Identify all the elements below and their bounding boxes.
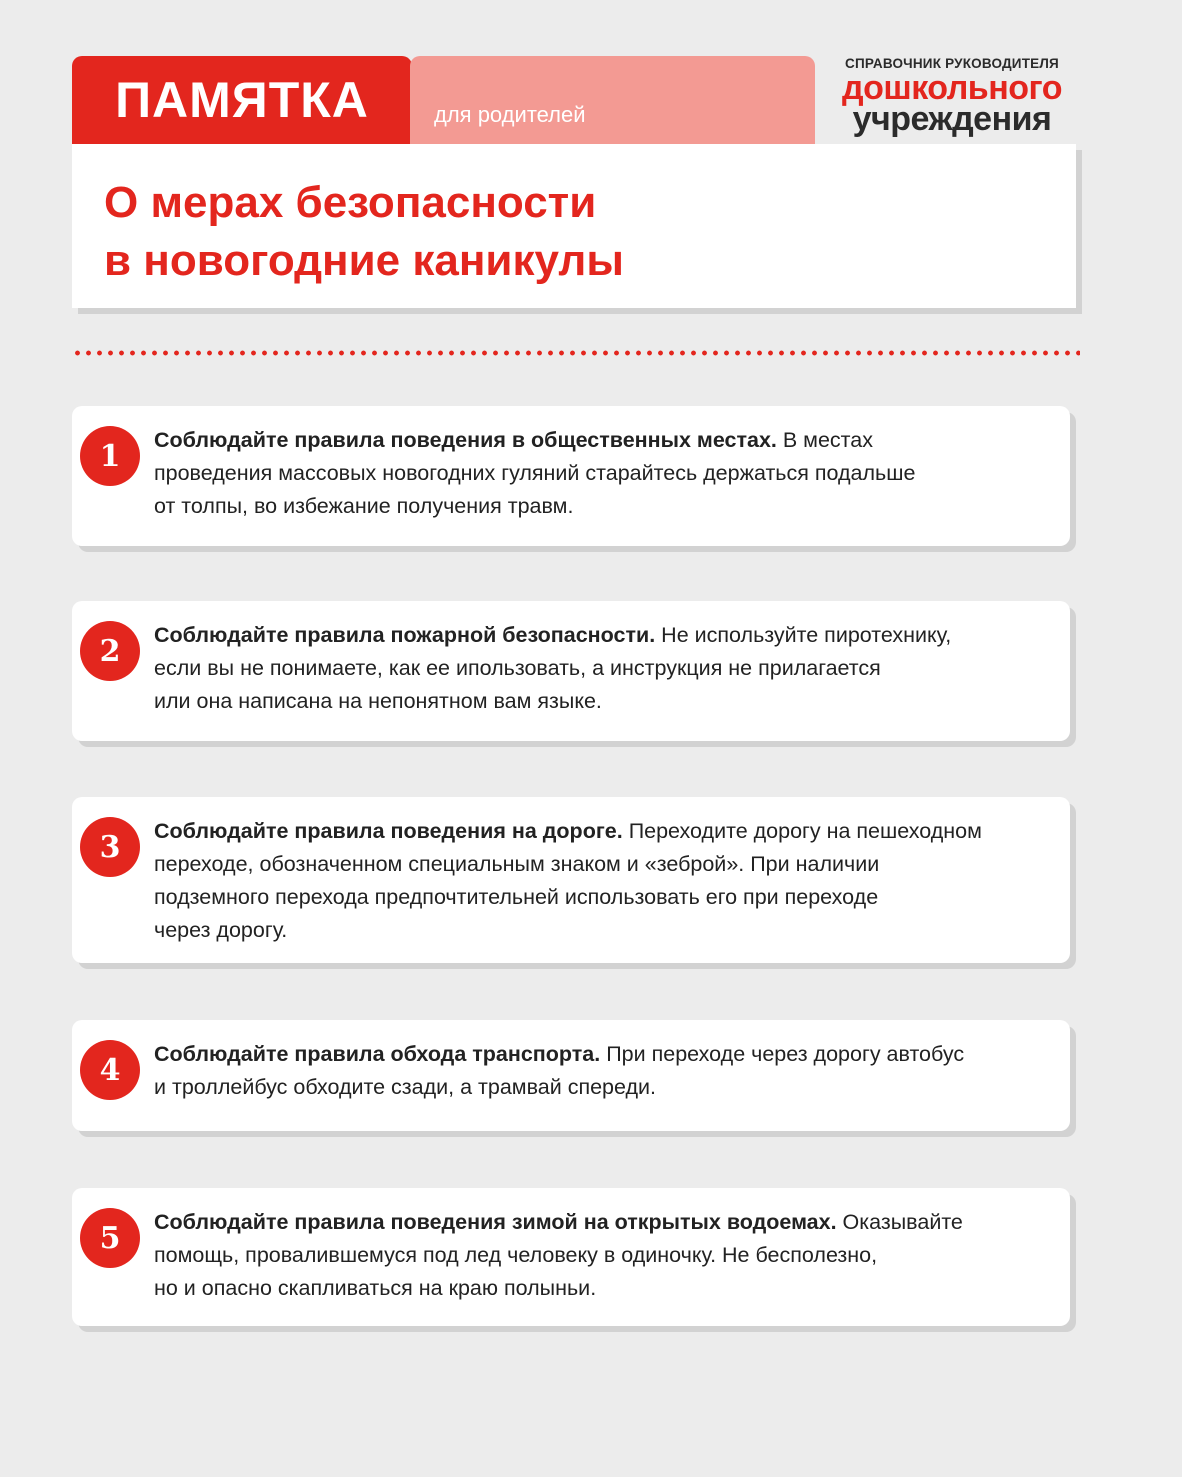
tip-text [154,1038,1050,1104]
tip-line: проведения массовых новогодних гуляний старайтесь держаться подальше [154,461,916,485]
tip-number-badge: 3 [80,817,140,877]
tip-number-badge: 5 [80,1208,140,1268]
tip-card-2 [72,601,1070,741]
tip-text [154,424,1050,523]
tip-heading: Соблюдайте правила поведения зимой на открытых водоемах. [154,1210,837,1234]
logo-line-3: учреждения [852,100,1052,138]
tip-line: через дорогу. [154,918,288,942]
tip-number-badge: 1 [80,426,140,486]
tip-body-start: Не используйте пиротехнику, [655,623,952,647]
audience-tab [410,56,815,144]
dotted-divider [72,350,1080,356]
tip-line: переходе, обозначенном специальным знаком и «зеброй». При наличии [154,852,880,876]
tip-body-start: В местах [776,428,873,452]
tip-number-badge: 4 [80,1040,140,1100]
tip-line: подземного перехода предпочтительней использовать его при переходе [154,885,879,909]
audience-label: для родителей [434,102,586,127]
tip-text [154,619,1050,718]
logo-line-1: СПРАВОЧНИК РУКОВОДИТЕЛЯ [845,56,1059,71]
title-line-2: в новогодние каникулы [104,236,624,285]
tip-line: если вы не понимаете, как ее ипользовать, а инструкция не прилагается [154,656,881,680]
tip-card-5 [72,1188,1070,1326]
tip-card-3 [72,797,1070,963]
tip-line: от толпы, во избежание получения травм. [154,494,574,518]
tip-line: помощь, провалившемуся под лед человеку в одиночку. Не бесполезно, [154,1243,878,1267]
tip-text [154,815,1050,947]
tip-line: и троллейбус обходите сзади, а трамвай спереди. [154,1075,657,1099]
tip-body-start: Переходите дорогу на пешеходном [622,819,982,843]
title-line-1: О мерах безопасности [104,178,597,227]
page-title [104,174,624,290]
logo-line-2: дошкольного [842,69,1062,107]
tip-card-1 [72,406,1070,546]
tip-heading: Соблюдайте правила поведения на дороге. [154,819,623,843]
tip-heading: Соблюдайте правила обхода транспорта. [154,1042,601,1066]
memo-tab [72,56,412,144]
publisher-logo [826,56,1078,138]
memo-tab-label: ПАМЯТКА [115,72,369,128]
tip-heading: Соблюдайте правила поведения в общественных местах. [154,428,777,452]
tip-number-badge: 2 [80,621,140,681]
tip-text [154,1206,1050,1305]
title-box [72,144,1076,308]
tip-card-4 [72,1020,1070,1131]
tip-body-start: Оказывайте [836,1210,963,1234]
tip-line: или она написана на непонятном вам языке. [154,689,602,713]
tip-heading: Соблюдайте правила пожарной безопасности. [154,623,656,647]
tip-body-start: При переходе через дорогу автобус [600,1042,965,1066]
tip-line: но и опасно скапливаться на краю полыньи. [154,1276,597,1300]
